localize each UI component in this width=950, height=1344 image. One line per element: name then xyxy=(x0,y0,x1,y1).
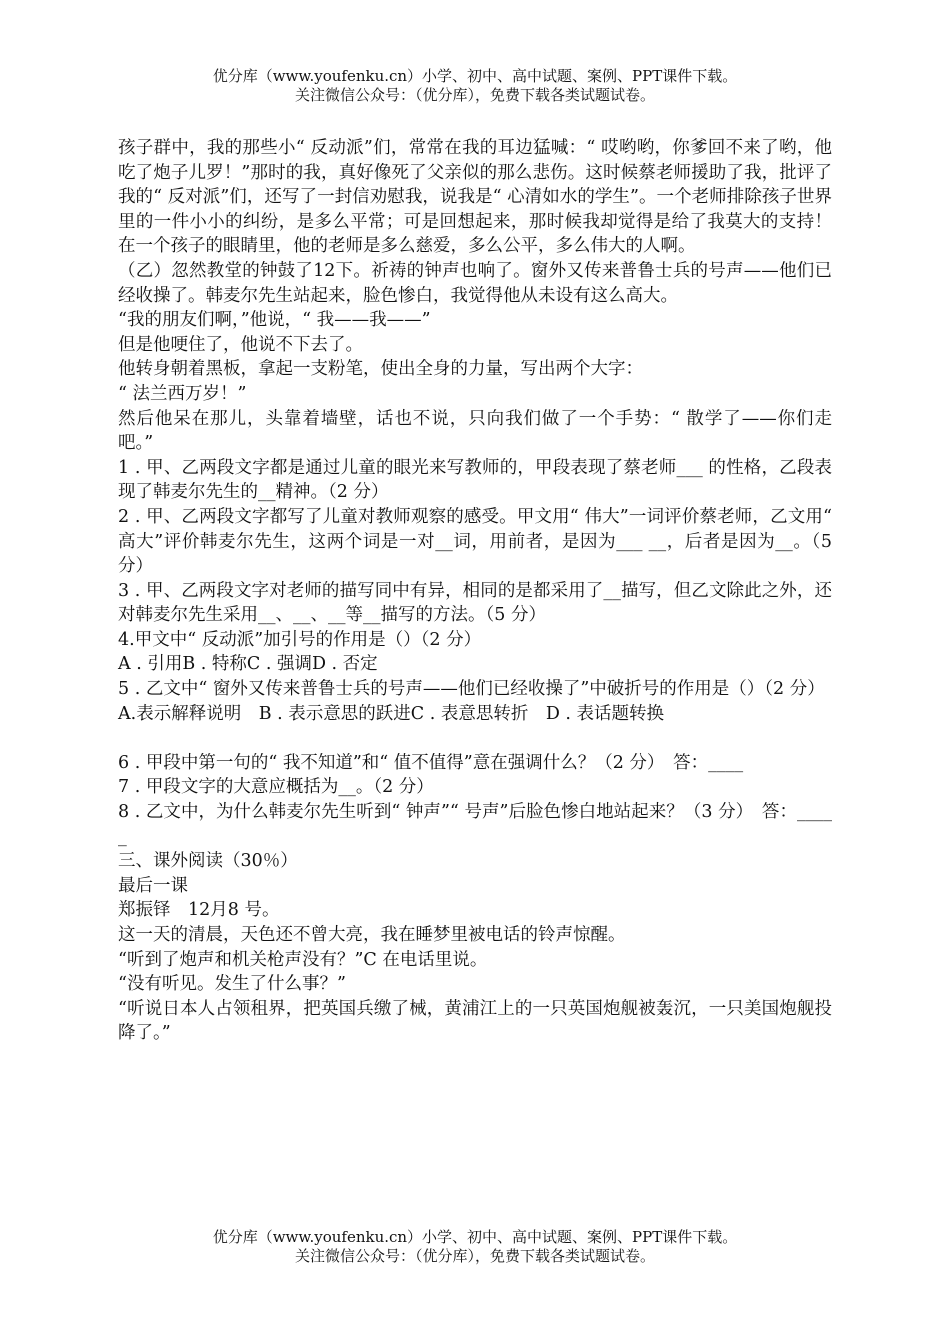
question-4: 4.甲文中“ 反动派”加引号的作用是（）（2 分） xyxy=(118,629,482,650)
passage-b-paragraph-6: 然后他呆在那儿，头靠着墙壁，话也不说，只向我们做了一个手势：“ 散学了——你们走吧。” xyxy=(118,408,832,454)
footer-line-2: 关注微信公众号：（优分库），免费下载各类试题试卷。 xyxy=(294,1247,655,1265)
section-heading: 三、课外阅读（30％） xyxy=(118,851,298,872)
reading-paragraph-4: “听说日本人占领租界，把英国兵缴了械，黄浦江上的一只英国炮舰被轰沉，一只美国炮舰投降了。” xyxy=(118,998,832,1044)
passage-b-paragraph-2: “我的朋友们啊，”他说，“ 我——我——” xyxy=(118,310,431,331)
question-3: 3 . 甲、乙两段文字对老师的描写同中有异，相同的是都采用了__描写，但乙文除此之外，还对韩麦尔先生采用__、__、__等__描写的方法。（5 分） xyxy=(118,580,832,626)
question-8: 8 . 乙文中，为什么韩麦尔先生听到“ 钟声”“ 号声”后脸色惨白地站起来？（3 分） 答：_____ xyxy=(118,802,832,847)
question-5: 5 . 乙文中“ 窗外又传来普鲁士兵的号声——他们已经收操了”中破折号的作用是（）（2 分） xyxy=(118,679,825,700)
passage-b-paragraph-5: “ 法兰西万岁！” xyxy=(118,383,247,404)
reading-paragraph-2: “听到了炮声和机关枪声没有？”C 在电话里说。 xyxy=(118,949,488,970)
header-line-2: 关注微信公众号：（优分库），免费下载各类试题试卷。 xyxy=(294,86,655,104)
question-1: 1 . 甲、乙两段文字都是通过儿童的眼光来写教师的，甲段表现了蔡老师___ 的性格，乙段表现了韩麦尔先生的__精神。（2 分） xyxy=(118,457,832,503)
passage-b-paragraph-1: （乙）忽然教堂的钟鼓了12下。祈祷的钟声也响了。窗外又传来普鲁士兵的号声——他们已经收操了。韩麦尔先生站起来，脸色惨白，我觉得他从未设有这么高大。 xyxy=(118,260,832,306)
header-line-1: 优分库（www.youfenku.cn）小学、初中、高中试题、案例、PPT课件下载。 xyxy=(212,67,738,85)
passage-a-paragraph: 孩子群中，我的那些小“ 反动派”们，常常在我的耳边猛喊：“ 哎哟哟，你爹回不来了哟，他吃了炮子儿罗！”那时的我，真好像死了父亲似的那么悲伤。这时候蔡老师援助了我，批评了我的“ 反对派”们，还写了一封信劝慰我，说我是“ 心清如水的学生”。一个老师排除孩子世界里的一件小小的纠纷，是多么平常；可是回想起来，那时候我却觉得是给了我莫大的支持！在一个孩子的眼睛里，他的老师是多么慈爱，多么公平，多么伟大的人啊。 xyxy=(118,138,832,257)
page-footer xyxy=(0,1228,950,1266)
passage-b-paragraph-4: 他转身朝着黑板，拿起一支粉笔，使出全身的力量，写出两个大字： xyxy=(118,359,643,380)
blank-line xyxy=(118,726,832,751)
question-2: 2 . 甲、乙两段文字都写了儿童对教师观察的感受。甲文用“ 伟大”一词评价蔡老师，乙文用“ 高大”评价韩麦尔先生，这两个词是一对__词，用前者，是因为___ __，后者是因为__。（5 分） xyxy=(118,506,832,577)
footer-line-1: 优分库（www.youfenku.cn）小学、初中、高中试题、案例、PPT课件下载。 xyxy=(212,1228,738,1246)
document-body xyxy=(118,136,832,1046)
reading-paragraph-1: 这一天的清晨，天色还不曾大亮，我在睡梦里被电话的铃声惊醒。 xyxy=(118,925,626,945)
reading-title: 最后一课 xyxy=(118,875,188,896)
page-header xyxy=(0,67,950,105)
passage-b-paragraph-3: 但是他哽住了，他说不下去了。 xyxy=(118,334,363,355)
question-7: 7 . 甲段文字的大意应概括为__。（2 分） xyxy=(118,777,434,798)
reading-paragraph-3: “没有听见。发生了什么事？” xyxy=(118,974,346,995)
question-6: 6 . 甲段中第一句的“ 我不知道”和“ 值不值得”意在强调什么？（2 分） 答：____ xyxy=(118,752,744,773)
question-4-options: A . 引用B . 特称C . 强调D . 否定 xyxy=(118,654,378,675)
question-5-options: A.表示解释说明 B . 表示意思的跃进C . 表意思转折 D . 表话题转换 xyxy=(118,703,665,724)
reading-author-date: 郑振铎 12月8 号。 xyxy=(118,900,280,921)
